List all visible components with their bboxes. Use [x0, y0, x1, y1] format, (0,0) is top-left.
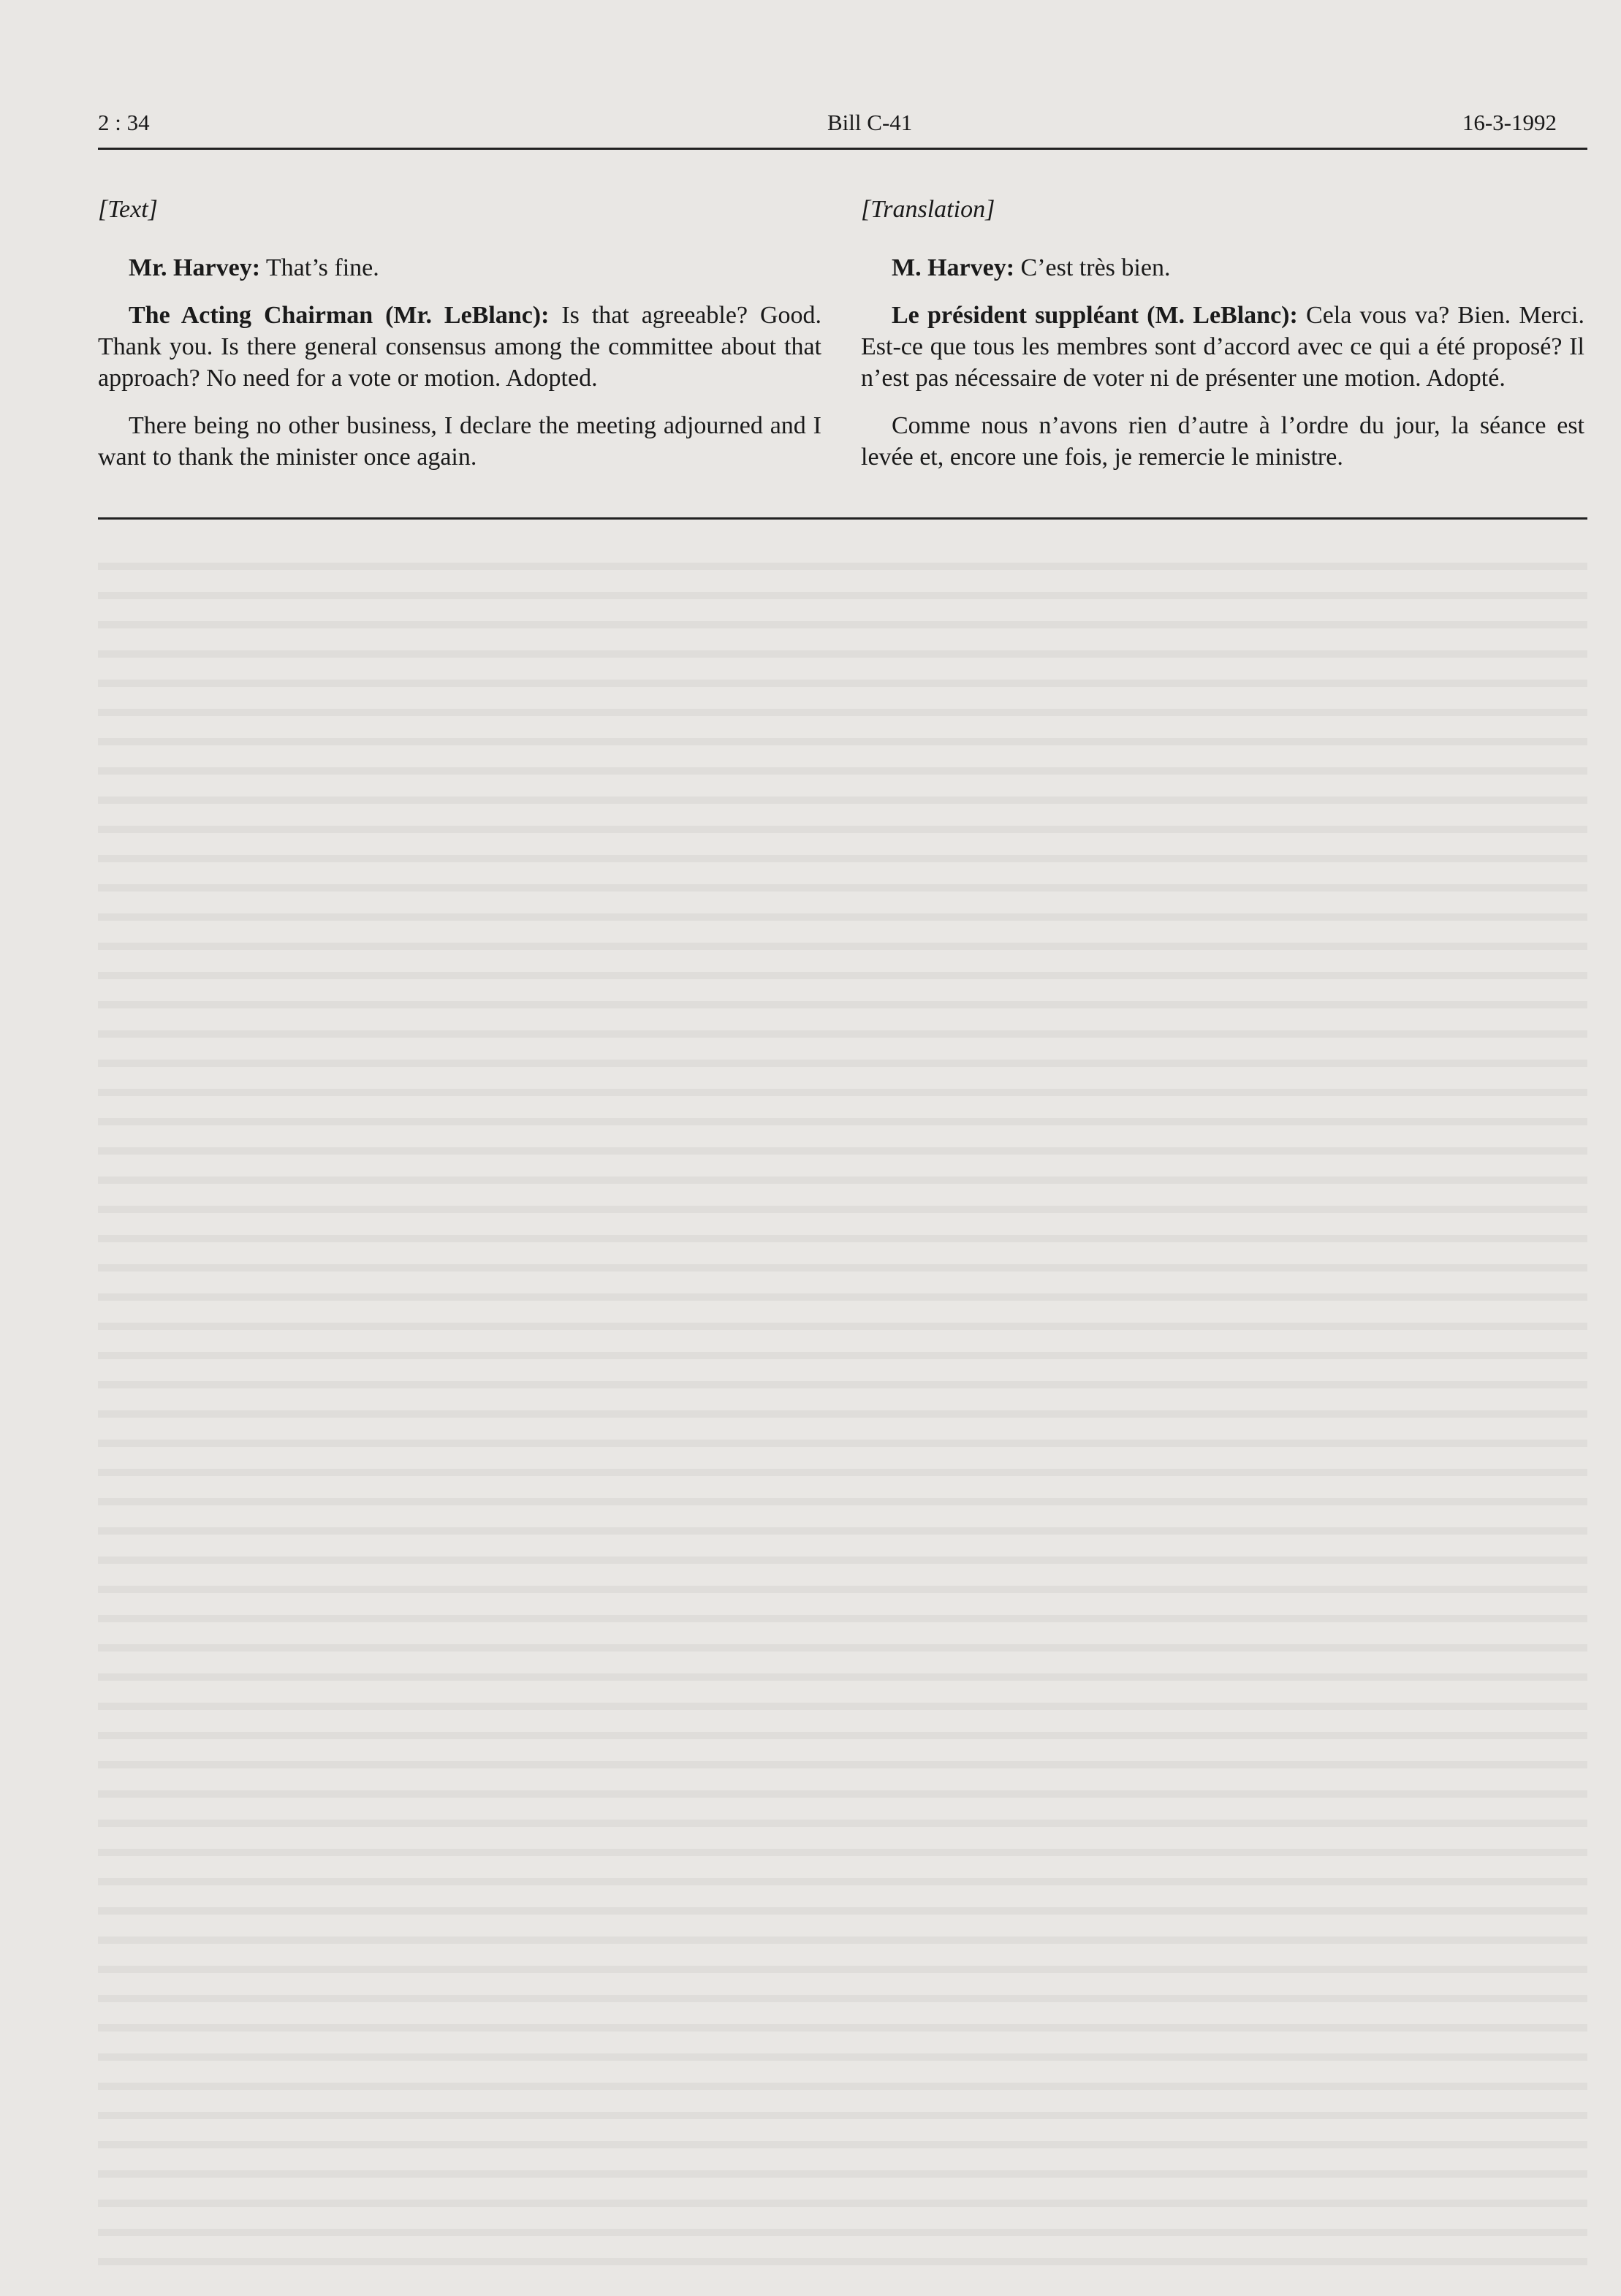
- paragraph: [861, 252, 1584, 284]
- paragraph: [861, 300, 1584, 394]
- speech-text: There being no other business, I declare the meeting adjourned and I want to thank the minister once again.: [98, 412, 821, 471]
- speaker-name: M. Harvey:: [892, 254, 1015, 281]
- page-number: 2 : 34: [98, 110, 150, 135]
- bill-title: Bill C-41: [827, 110, 913, 135]
- speech-text: Is that agreeable? Good. Thank you. Is there general consensus among the committee about that approach? No need for a vote or motion. Adopted.: [98, 302, 821, 392]
- text-marker: [Text]: [98, 196, 158, 223]
- translation-marker: [Translation]: [861, 196, 995, 223]
- paragraph: [861, 410, 1584, 473]
- paragraph: [98, 410, 821, 473]
- english-column: [98, 194, 821, 489]
- show-through-area: [98, 541, 1587, 2265]
- french-column: [861, 194, 1584, 489]
- speech-text: Comme nous n’avons rien d’autre à l’ordre du jour, la séance est levée et, encore une fois, je remercie le ministre.: [861, 412, 1584, 471]
- paragraph: [98, 300, 821, 394]
- end-rule: [98, 517, 1587, 520]
- paragraph: [98, 252, 821, 284]
- speech-text: Cela vous va? Bien. Merci. Est-ce que tous les membres sont d’accord avec ce qui a été proposé? Il n’est pas nécessaire de voter ni de présenter une motion. Adopté.: [861, 302, 1584, 392]
- speaker-name: Mr. Harvey:: [129, 254, 261, 281]
- speaker-name: The Acting Chairman (Mr. LeBlanc):: [129, 302, 550, 329]
- speech-text: That’s fine.: [260, 254, 379, 281]
- speaker-name: Le président suppléant (M. LeBlanc):: [892, 302, 1298, 329]
- speech-text: C’est très bien.: [1014, 254, 1171, 281]
- header-rule: [98, 148, 1587, 150]
- page-date: 16-3-1992: [1462, 110, 1557, 135]
- page-header: [98, 110, 1592, 146]
